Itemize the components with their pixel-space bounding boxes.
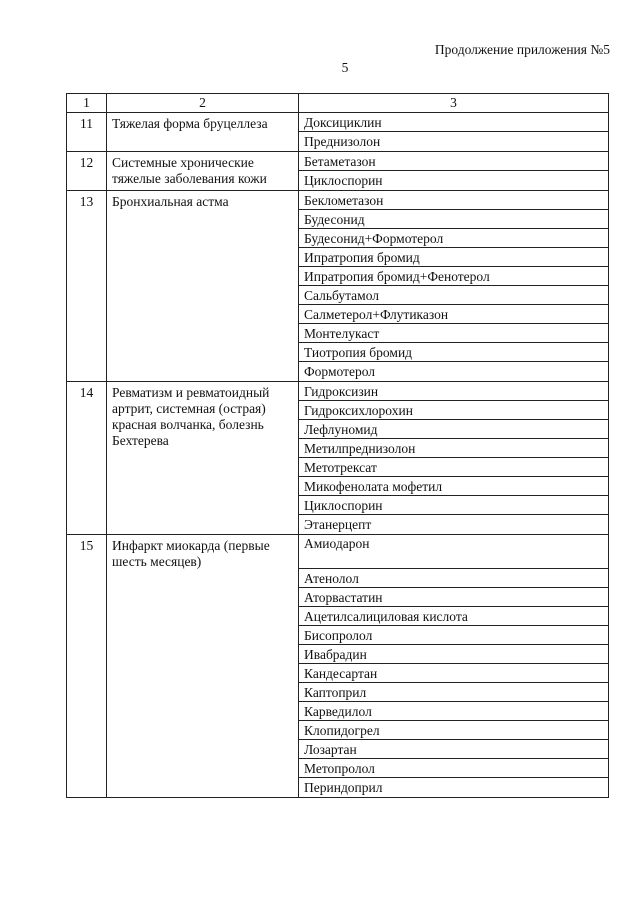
drug-item: Бисопролол <box>299 626 609 645</box>
drug-list-cell <box>299 535 609 798</box>
table-row <box>67 382 609 535</box>
drug-item: Аторвастатин <box>299 588 609 607</box>
drug-item: Беклометазон <box>299 191 609 210</box>
page-number: 5 <box>341 60 349 75</box>
drug-item: Ипратропия бромид <box>299 248 609 267</box>
drug-item: Ацетилсалициловая кислота <box>299 607 609 626</box>
drug-item: Амиодарон <box>299 535 609 569</box>
drug-item: Бетаметазон <box>299 152 609 171</box>
drug-item: Кандесартан <box>299 664 609 683</box>
drug-item: Формотерол <box>299 362 609 381</box>
drug-item: Метопролол <box>299 759 609 778</box>
row-number: 12 <box>67 152 107 191</box>
drug-item: Гидроксихлорохин <box>299 401 609 420</box>
table-row <box>67 191 609 382</box>
row-number: 14 <box>67 382 107 535</box>
drug-item: Тиотропия бромид <box>299 343 609 362</box>
condition-cell: Тяжелая форма бруцеллеза <box>107 113 299 152</box>
condition-cell: Бронхиальная астма <box>107 191 299 382</box>
column-header: 2 <box>107 94 299 113</box>
table-row <box>67 535 609 798</box>
drug-item: Будесонид+Формотерол <box>299 229 609 248</box>
table-body <box>67 113 609 798</box>
drug-item: Гидроксизин <box>299 382 609 401</box>
drug-list-cell <box>299 382 609 535</box>
table-row <box>67 152 609 191</box>
row-number: 13 <box>67 191 107 382</box>
drug-item: Атенолол <box>299 569 609 588</box>
drug-item: Этанерцепт <box>299 515 609 534</box>
table-header-row <box>67 94 609 113</box>
drug-item: Будесонид <box>299 210 609 229</box>
column-header: 3 <box>299 94 609 113</box>
drug-item: Карведилол <box>299 702 609 721</box>
drug-item: Преднизолон <box>299 132 609 151</box>
drug-item: Клопидогрел <box>299 721 609 740</box>
drug-item: Микофенолата мофетил <box>299 477 609 496</box>
drug-list-cell <box>299 191 609 382</box>
drug-item: Лефлуномид <box>299 420 609 439</box>
row-number: 11 <box>67 113 107 152</box>
condition-cell: Системные хронические тяжелые заболевания кожи <box>107 152 299 191</box>
drug-item: Монтелукаст <box>299 324 609 343</box>
drug-item: Лозартан <box>299 740 609 759</box>
drug-item: Метотрексат <box>299 458 609 477</box>
continuation-note: Продолжение приложения №5 <box>434 42 610 57</box>
drug-table <box>66 93 609 798</box>
row-number: 15 <box>67 535 107 798</box>
condition-cell: Инфаркт миокарда (первые шесть месяцев) <box>107 535 299 798</box>
drug-item: Доксициклин <box>299 113 609 132</box>
drug-list-cell <box>299 152 609 191</box>
drug-item: Периндоприл <box>299 778 609 797</box>
drug-item: Циклоспорин <box>299 496 609 515</box>
drug-item: Каптоприл <box>299 683 609 702</box>
column-header: 1 <box>67 94 107 113</box>
condition-cell: Ревматизм и ревматоидный артрит, системная (острая) красная волчанка, болезнь Бехтерева <box>107 382 299 535</box>
table-row <box>67 113 609 152</box>
drug-item: Метилпреднизолон <box>299 439 609 458</box>
drug-item: Циклоспорин <box>299 171 609 190</box>
drug-item: Салметерол+Флутиказон <box>299 305 609 324</box>
drug-item: Сальбутамол <box>299 286 609 305</box>
drug-item: Ивабрадин <box>299 645 609 664</box>
drug-list-cell <box>299 113 609 152</box>
drug-item: Ипратропия бромид+Фенотерол <box>299 267 609 286</box>
